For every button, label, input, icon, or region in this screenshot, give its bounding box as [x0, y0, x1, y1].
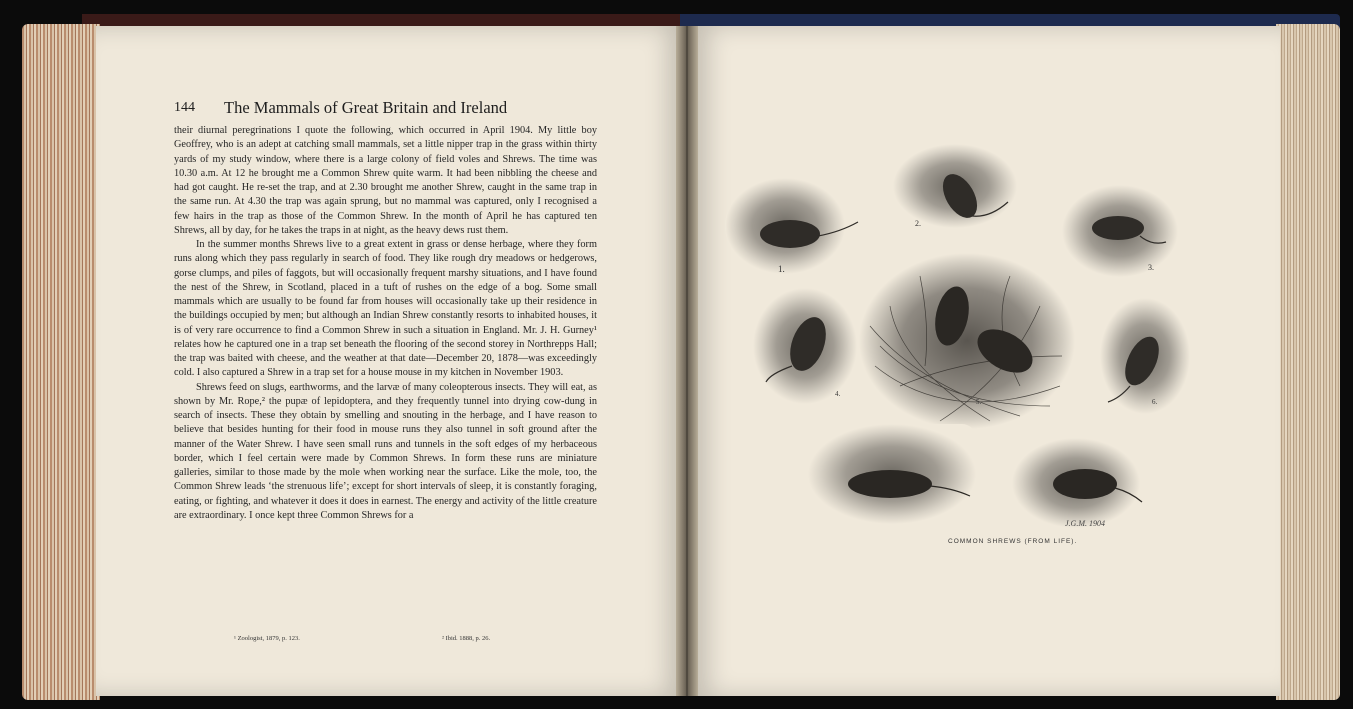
footnote-2: ² Ibid. 1888, p. 26.: [442, 635, 491, 642]
artist-signature: J.G.M. 1904: [1065, 519, 1105, 528]
right-page: [690, 26, 1280, 696]
page-header: [174, 100, 554, 122]
vignette-bottom-left: [808, 424, 976, 524]
fig-num-4: 4.: [835, 390, 841, 398]
page-edges-left: [22, 24, 100, 700]
plate-caption: COMMON SHREWS (FROM LIFE).: [948, 538, 1078, 545]
running-title: The Mammals of Great Britain and Ireland: [224, 98, 508, 117]
paragraph-3: Shrews feed on slugs, earthworms, and the larvæ of many coleopterous insects. They will eat, as shown by Mr. Rope,² the pupæ of lepidoptera, and they frequently tunnel into drying cow-dung in search of insects. These they obtain by smelling and snouting in the herbage, and I have reason to believe that besides hunting for their food in mouse runs they also tunnel in soft ground after the manner of the Water Shrew. I have seen small runs and tunnels in the soft edges of my herbaceous border, which I feel certain were made by Common Shrews. In form these runs are miniature galleries, similar to those made by the mole when working near the surface. Like the mole, too, the Common Shrew leads ‘the strenuous life’; except for short intervals of sleep, it is constantly foraging, eating, or fighting, and whatever it does it does in earnest. The energy and activity of the little creature are extraordinary. I once kept three Common Shrews for a: [174, 381, 597, 521]
vignette-1: [725, 178, 858, 274]
vignette-5: [859, 253, 1075, 429]
vignette-6: [1100, 298, 1190, 414]
paragraph-1: their diurnal peregrinations I quote the following, which occurred in April 1904. My little boy Geoffrey, who is an adept at catching small mammals, set a little nipper trap in the grass within thirty yards of my study window, where there is a large colony of field voles and Shrews. The time was 10.30 a.m. At 12 he brought me a Common Shrew quite warm. It had been nibbling the cheese and had got caught. He re-set the trap, and at 2.30 brought me another Shrew, caught in the same trap in the same run. At 4.30 the trap was again sprung, but no mammal was captured, only I recognised a few hairs in the trap as those of the Common Shrew. In the month of April he has captured ten Shrews, all by day, for he takes the traps in at night, as the heavy dews rust them.: [174, 125, 597, 236]
open-book: [22, 14, 1340, 704]
fig-num-6: 6.: [1152, 398, 1158, 406]
vignette-3: [1062, 185, 1178, 277]
fig-num-2: 2.: [915, 219, 921, 228]
vignette-4: [753, 288, 857, 404]
body-text: [174, 124, 597, 523]
footnote-1: ¹ Zoologist, 1879, p. 123.: [234, 635, 300, 642]
vignette-bottom-right: [1012, 438, 1142, 528]
paragraph-2: In the summer months Shrews live to a great extent in grass or dense herbage, where they form runs along which they pass regularly in search of food. They like rough dry meadows or hedgerows, gorse clumps, and piles of faggots, but will occasionally frequent marshy situations, and I have found the nest of the Shrew, in Scotland, placed in a tuft of rushes on the edge of a bog. Some small mammals which are usually to be found far from houses will occasionally take up their residence in the buildings occupied by men; but although an Indian Shrew constantly resorts to inhabited houses, it is of very rare occurrence to find a Common Shrew in such a situation in England. Mr. J. H. Gurney¹ relates how he captured one in a trap set beneath the flooring of the second storey in Northrepps Hall; the trap was baited with cheese, and the weather at that date—December 20, 1878—was exceedingly cold. I also captured a Shrew in a trap set for a house mouse in my kitchen in November 1903.: [174, 239, 597, 379]
fig-num-5: 5.: [976, 398, 982, 406]
fig-num-3: 3.: [1148, 263, 1154, 272]
page-number: 144: [174, 100, 195, 115]
book-gutter: [676, 26, 698, 696]
fig-num-1: 1.: [778, 264, 785, 274]
shrew-plate-illustration: [690, 26, 1280, 696]
page-edges-right: [1276, 24, 1340, 700]
vignette-2: [893, 144, 1017, 228]
